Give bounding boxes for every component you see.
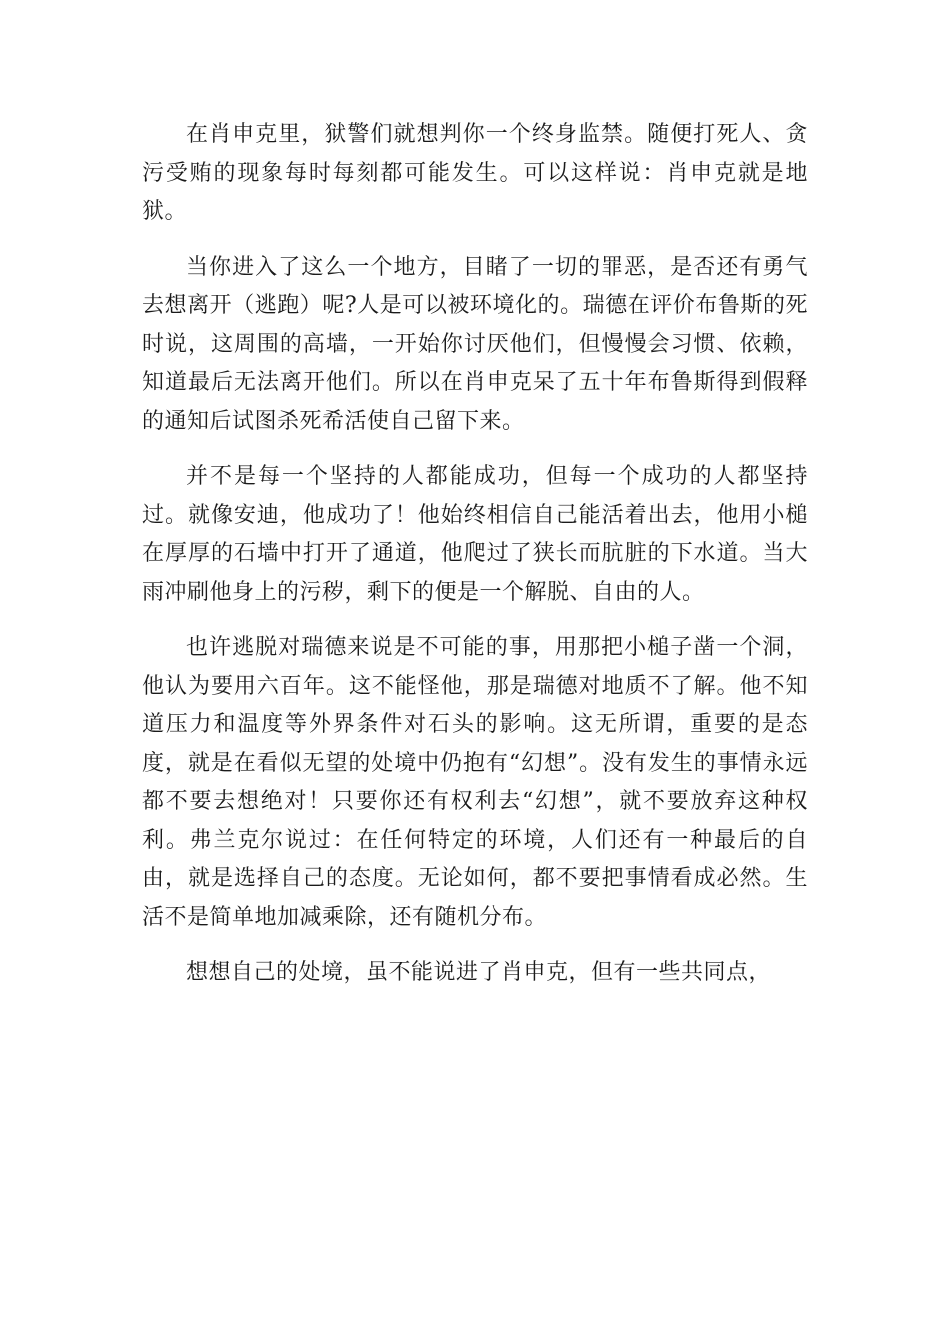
paragraph-2: 当你进入了这么一个地方，目睹了一切的罪恶，是否还有勇气去想离开（逃跑）呢?人是可以被环境化的。瑞德在评价布鲁斯的死时说，这周围的高墙，一开始你讨厌他们，但慢慢会习惯、依赖，知道最后无法离开他们。所以在肖申克呆了五十年布鲁斯得到假释的通知后试图杀死希活使自己留下来。 (142, 254, 808, 434)
paragraph-3: 并不是每一个坚持的人都能成功，但每一个成功的人都坚持过。就像安迪，他成功了！他始终相信自己能活着出去，他用小槌在厚厚的石墙中打开了通道，他爬过了狭长而肮脏的下水道。当大雨冲刷他身上的污秽，剩下的便是一个解脱、自由的人。 (142, 464, 808, 605)
paragraph-1: 在肖申克里，狱警们就想判你一个终身监禁。随便打死人、贪污受贿的现象每时每刻都可能发生。可以这样说：肖申克就是地狱。 (142, 122, 808, 224)
paragraph-4: 也许逃脱对瑞德来说是不可能的事，用那把小槌子凿一个洞，他认为要用六百年。这不能怪他，那是瑞德对地质不了解。他不知道压力和温度等外界条件对石头的影响。这无所谓，重要的是态度，就是在看似无望的处境中仍抱有“幻想”。没有发生的事情永远都不要去想绝对！只要你还有权利去“幻想”，就不要放弃这种权利。弗兰克尔说过：在任何特定的环境，人们还有一种最后的自由，就是选择自己的态度。无论如何，都不要把事情看成必然。生活不是简单地加减乘除，还有随机分布。 (142, 635, 808, 930)
paragraph-5: 想想自己的处境，虽不能说进了肖申克，但有一些共同点， (186, 960, 772, 985)
document-page (142, 116, 808, 1010)
